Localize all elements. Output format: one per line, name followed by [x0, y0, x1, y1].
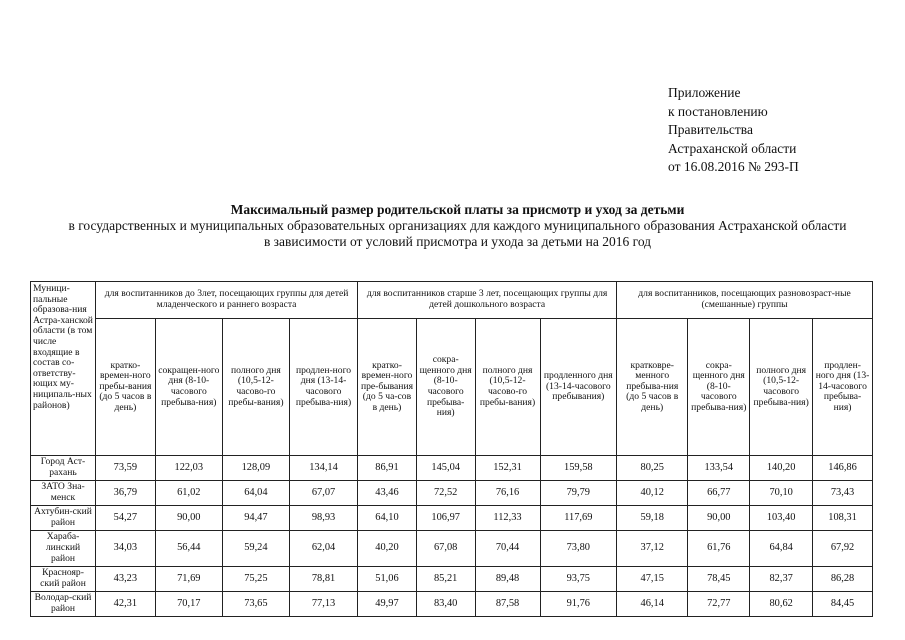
- cell: 66,77: [688, 481, 750, 506]
- appendix-line: Правительства: [668, 122, 753, 137]
- appendix-block: [668, 84, 799, 177]
- cell: 72,77: [688, 592, 750, 617]
- cell: 43,46: [358, 481, 417, 506]
- row-municipality: Ахтубин-ский район: [31, 506, 96, 531]
- cell: 85,21: [416, 567, 475, 592]
- cell: 140,20: [750, 456, 813, 481]
- subheader: полного дня (10,5-12- часово-го пребы-вания): [222, 319, 289, 456]
- cell: 40,20: [358, 531, 417, 567]
- cell: 78,81: [289, 567, 357, 592]
- cell: 91,76: [540, 592, 617, 617]
- table-row: [31, 481, 873, 506]
- cell: 86,91: [358, 456, 417, 481]
- appendix-line: Приложение: [668, 85, 741, 100]
- cell: 159,58: [540, 456, 617, 481]
- group-header-over-3: для воспитанников старше 3 лет, посещающих группы для детей дошкольного возраста: [358, 282, 617, 319]
- cell: 70,10: [750, 481, 813, 506]
- cell: 73,43: [813, 481, 873, 506]
- document-title: [30, 202, 885, 250]
- cell: 78,45: [688, 567, 750, 592]
- subheader: продлен-ного дня (13-14-часового пребыва-ния): [813, 319, 873, 456]
- cell: 77,13: [289, 592, 357, 617]
- cell: 73,59: [96, 456, 156, 481]
- cell: 80,62: [750, 592, 813, 617]
- cell: 71,69: [155, 567, 222, 592]
- cell: 62,04: [289, 531, 357, 567]
- cell: 72,52: [416, 481, 475, 506]
- cell: 37,12: [617, 531, 688, 567]
- cell: 76,16: [475, 481, 540, 506]
- subheader: полного дня (10,5-12- часово-го пребы-вания): [475, 319, 540, 456]
- cell: 59,18: [617, 506, 688, 531]
- table-row: [31, 456, 873, 481]
- subheader: сокра-щенного дня (8-10-часового пребыва-ния): [416, 319, 475, 456]
- cell: 47,15: [617, 567, 688, 592]
- row-municipality: Хараба-линский район: [31, 531, 96, 567]
- appendix-line: к постановлению: [668, 103, 768, 119]
- subheader: кратко-времен-ного пребы-вания (до 5 часов в день): [96, 319, 156, 456]
- cell: 90,00: [155, 506, 222, 531]
- subheader: продлен-ного дня (13-14-часового пребыва-ния): [289, 319, 357, 456]
- cell: 59,24: [222, 531, 289, 567]
- cell: 75,25: [222, 567, 289, 592]
- cell: 49,97: [358, 592, 417, 617]
- cell: 64,10: [358, 506, 417, 531]
- cell: 73,65: [222, 592, 289, 617]
- cell: 145,04: [416, 456, 475, 481]
- appendix-line: Астраханской области: [668, 140, 797, 156]
- subheader: сокращен-ного дня (8-10-часового пребыва-ния): [155, 319, 222, 456]
- cell: 89,48: [475, 567, 540, 592]
- cell: 98,93: [289, 506, 357, 531]
- cell: 73,80: [540, 531, 617, 567]
- cell: 34,03: [96, 531, 156, 567]
- cell: 79,79: [540, 481, 617, 506]
- cell: 103,40: [750, 506, 813, 531]
- title-line-2: в государственных и муниципальных образовательных организациях для каждого муниципального образования Астраханской области: [68, 218, 847, 233]
- cell: 152,31: [475, 456, 540, 481]
- cell: 128,09: [222, 456, 289, 481]
- cell: 146,86: [813, 456, 873, 481]
- cell: 117,69: [540, 506, 617, 531]
- group-header-under-3: для воспитанников до 3лет, посещающих группы для детей младенческого и раннего возраста: [96, 282, 358, 319]
- cell: 122,03: [155, 456, 222, 481]
- cell: 67,92: [813, 531, 873, 567]
- row-municipality: Краснояр-ский район: [31, 567, 96, 592]
- cell: 84,45: [813, 592, 873, 617]
- cell: 61,76: [688, 531, 750, 567]
- title-line-3: в зависимости от условий присмотра и ухода за детьми на 2016 год: [263, 234, 652, 249]
- cell: 36,79: [96, 481, 156, 506]
- cell: 46,14: [617, 592, 688, 617]
- subheader: сокра-щенного дня (8-10-часового пребыва-ния): [688, 319, 750, 456]
- cell: 93,75: [540, 567, 617, 592]
- subheader: кратковре-менного пребыва-ния (до 5 часов в день): [617, 319, 688, 456]
- table-row: [31, 592, 873, 617]
- cell: 112,33: [475, 506, 540, 531]
- cell: 70,44: [475, 531, 540, 567]
- subheader: продленного дня (13-14-часового пребывания): [540, 319, 617, 456]
- subheader: полного дня (10,5-12-часового пребыва-ния): [750, 319, 813, 456]
- cell: 67,08: [416, 531, 475, 567]
- cell: 61,02: [155, 481, 222, 506]
- cell: 82,37: [750, 567, 813, 592]
- table-row: [31, 506, 873, 531]
- cell: 64,04: [222, 481, 289, 506]
- row-municipality: Володар-ский район: [31, 592, 96, 617]
- cell: 87,58: [475, 592, 540, 617]
- cell: 108,31: [813, 506, 873, 531]
- cell: 40,12: [617, 481, 688, 506]
- cell: 56,44: [155, 531, 222, 567]
- table-row: [31, 567, 873, 592]
- cell: 54,27: [96, 506, 156, 531]
- cell: 83,40: [416, 592, 475, 617]
- cell: 67,07: [289, 481, 357, 506]
- municipality-header: Муници-пальные образова-ния Астра-ханской области (в том числе входящие в состав со-ответству-ющих му-ниципаль-ных районов): [31, 282, 96, 456]
- cell: 90,00: [688, 506, 750, 531]
- row-municipality: Город Аст-рахань: [31, 456, 96, 481]
- cell: 134,14: [289, 456, 357, 481]
- table-row: [31, 531, 873, 567]
- subheader: кратко-времен-ного пре-бывания (до 5 ча-сов в день): [358, 319, 417, 456]
- cell: 86,28: [813, 567, 873, 592]
- row-municipality: ЗАТО Зна-менск: [31, 481, 96, 506]
- cell: 64,84: [750, 531, 813, 567]
- group-header-mixed: для воспитанников, посещающих разновозраст-ные (смешанные) группы: [617, 282, 873, 319]
- cell: 51,06: [358, 567, 417, 592]
- cell: 133,54: [688, 456, 750, 481]
- appendix-date-line: от 16.08.2016 № 293-П: [668, 159, 799, 174]
- cell: 94,47: [222, 506, 289, 531]
- cell: 43,23: [96, 567, 156, 592]
- cell: 106,97: [416, 506, 475, 531]
- fee-table: [30, 281, 873, 617]
- cell: 80,25: [617, 456, 688, 481]
- cell: 70,17: [155, 592, 222, 617]
- cell: 42,31: [96, 592, 156, 617]
- title-line-1: Максимальный размер родительской платы за присмотр и уход за детьми: [230, 202, 685, 217]
